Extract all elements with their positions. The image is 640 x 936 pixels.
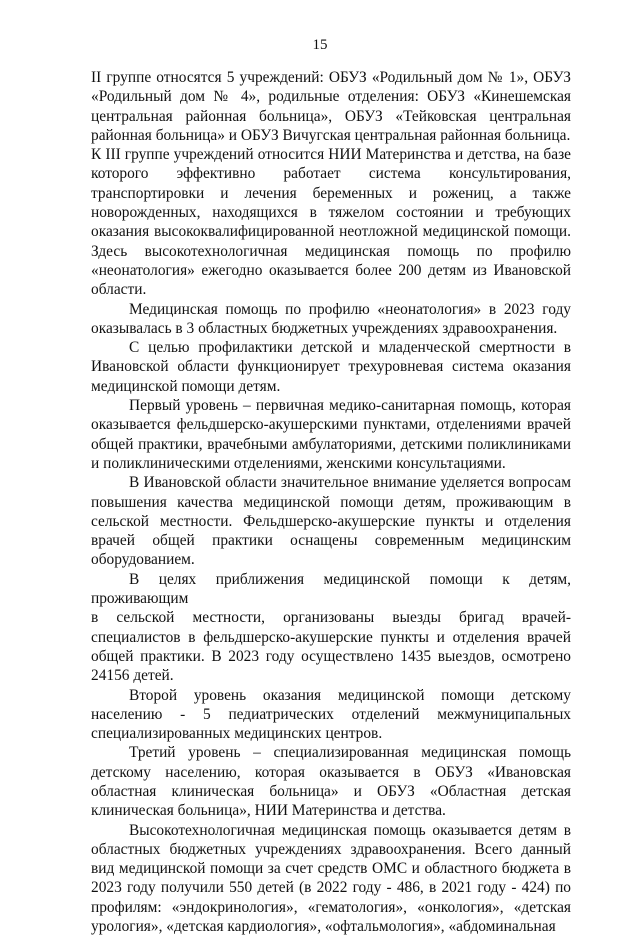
paragraph: С целью профилактики детской и младенческой смертности в Ивановской области функционирует трехуровневая система оказания медицинской помощи детям. [91,339,571,395]
paragraph: Высокотехнологичная медицинская помощь оказывается детям в областных бюджетных учреждениях здравоохранения. Всего данный вид медицинской помощи за счет средств ОМС и областного бюджета в 2023 году получили 550 детей (в 2022 году - 486, в 2021 году - 424) по профилям: «эндокринология», «гематология», «онкология», «детская урология», «детская кардиология», «офтальмология», «абдоминальная [91,821,571,936]
paragraph: Медицинская помощь по профилю «неонатология» в 2023 году оказывалась в 3 областных бюджетных учреждениях здравоохранения. [91,300,571,337]
paragraph: К III группе учреждений относится НИИ Материнства и детства, на базе которого эффективно работает система консультирования, транспортировки и лечения беременных и рожениц, а также новорожденных, находящихся в тяжелом состоянии и требующих оказания высококвалифицированной неотложной медицинской помощи. Здесь высокотехнологичная медицинская помощь по профилю «неонатология» ежегодно оказывается более 200 детям из Ивановской области. [91,146,571,299]
paragraph: Третий уровень – специализированная медицинская помощь детскому населению, которая оказывается в ОБУЗ «Ивановская областная клиническая больница» и ОБУЗ «Областная детская клиническая больница», НИИ Материнства и детства. [91,744,571,820]
page-number: 15 [312,37,328,53]
paragraph: В Ивановской области значительное внимание уделяется вопросам повышения качества медицинской помощи детям, проживающим в сельской местности. Фельдшерско-акушерские пункты и отделения врачей общей практики оснащены современным медицинским оборудованием. [91,474,571,569]
paragraph: Первый уровень – первичная медико-санитарная помощь, которая оказывается фельдшерско-акушерскими пунктами, отделениями врачей общей практики, врачебными амбулаториями, детскими поликлиниками и поликлиническими отделениями, женскими консультациями. [91,397,571,472]
paragraph: II группе относятся 5 учреждений: ОБУЗ «Родильный дом № 1», ОБУЗ «Родильный дом № 4», родильные отделения: ОБУЗ «Кинешемская центральная районная больница», ОБУЗ «Тейковская центральная районная больница» и ОБУЗ Вичугская центральная районная больница. [91,69,571,144]
document-body [91,68,571,936]
paragraph: В целях приближения медицинской помощи к детям, проживающим [91,570,571,608]
paragraph: Второй уровень оказания медицинской помощи детскому населению - 5 педиатрических отделений межмуниципальных специализированных медицинских центров. [91,686,571,743]
paragraph: в сельской местности, организованы выезды бригад врачей-специалистов в фельдшерско-акушерские пункты и отделения врачей общей практики. В 2023 году осуществлено 1435 выездов, осмотрено 24156 детей. [91,609,571,685]
